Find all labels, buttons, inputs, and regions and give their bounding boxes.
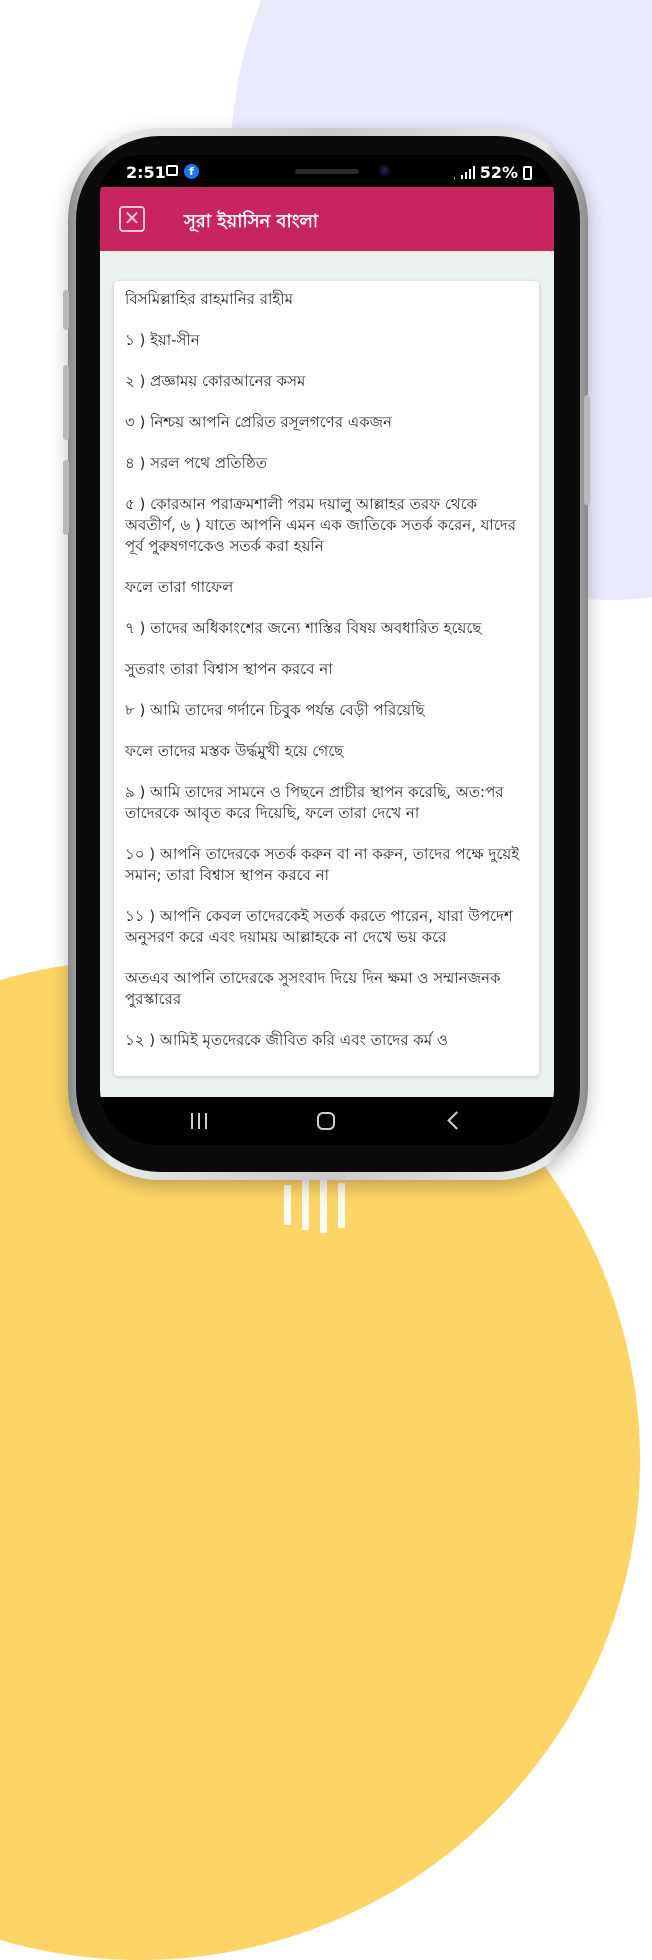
front-camera bbox=[379, 165, 390, 176]
content-area bbox=[100, 251, 554, 1097]
verse-list bbox=[125, 289, 530, 1071]
signal-icon bbox=[453, 166, 475, 180]
verse-card[interactable] bbox=[114, 281, 539, 1076]
gallery-icon bbox=[166, 165, 178, 176]
verse-paragraph: ৪ ) সরল পথে প্রতিষ্ঠিত bbox=[125, 454, 267, 472]
verse-paragraph: ১১ ) আপনি কেবল তাদেরকেই সতর্ক করতে পারেন, যারা উপদেশ অনুসরণ করে এবং দয়াময় আল্লাহকে না দেখে ভয় করে bbox=[125, 907, 513, 946]
verse-paragraph: বিসমিল্লাহির রাহমানির রাহীম bbox=[125, 290, 293, 308]
verse-paragraph: ৫ ) কোরআন পরাক্রমশালী পরম দয়ালু আল্লাহর তরফ থেকে অবতীর্ণ, ৬ ) যাতে আপনি এমন এক জাতিকে সতর্ক করেন, যাদের পূর্ব পুরুষগণকেও সতর্ক করা হয়নি bbox=[125, 495, 516, 555]
verse-paragraph: সুতরাং তারা বিশ্বাস স্থাপন করবে না bbox=[125, 660, 333, 678]
recent-apps-icon[interactable] bbox=[189, 1113, 209, 1129]
status-time: 2:51 bbox=[126, 163, 166, 182]
phone-side-button bbox=[63, 290, 69, 330]
facebook-icon: f bbox=[184, 164, 199, 179]
phone-volume-up bbox=[63, 365, 69, 440]
battery-percent: 52% bbox=[479, 163, 518, 182]
verse-paragraph: ফলে তাদের মস্তক উর্দ্ধমুখী হয়ে গেছে bbox=[125, 742, 344, 760]
verse-paragraph: ৭ ) তাদের অধিকাংশের জন্যে শাস্তির বিষয় অবধারিত হয়েছে bbox=[125, 619, 482, 637]
status-right bbox=[453, 163, 532, 182]
phone-screen bbox=[100, 155, 554, 1145]
close-icon[interactable]: ✕ bbox=[119, 206, 145, 232]
verse-paragraph: ১০ ) আপনি তাদেরকে সতর্ক করুন বা না করুন, তাদের পক্ষে দুয়েই সমান; তারা বিশ্বাস স্থাপন করবে না bbox=[125, 845, 520, 884]
verse-paragraph: ফলে তারা গাফেল bbox=[125, 578, 234, 596]
back-icon[interactable] bbox=[447, 1111, 465, 1129]
verse-paragraph: ১২ ) আমিই মৃতদেরকে জীবিত করি এবং তাদের কর্ম ও bbox=[125, 1031, 448, 1049]
verse-paragraph: অতএব আপনি তাদেরকে সুসংবাদ দিয়ে দিন ক্ষমা ও সম্মানজনক পুরস্কারের bbox=[125, 969, 501, 1008]
verse-paragraph: ২ ) প্রজ্ঞাময় কোরআনের কসম bbox=[125, 372, 306, 390]
navigation-bar bbox=[100, 1097, 554, 1145]
home-icon[interactable] bbox=[317, 1112, 335, 1130]
verse-paragraph: ৩ ) নিশ্চয় আপনি প্রেরিত রসূলগণের একজন bbox=[125, 413, 392, 431]
page-title: সূরা ইয়াসিন বাংলা bbox=[184, 211, 319, 232]
verse-paragraph: ১ ) ইয়া-সীন bbox=[125, 331, 200, 349]
speaker-grille bbox=[295, 169, 359, 174]
verse-paragraph: ৯ ) আমি তাদের সামনে ও পিছনে প্রাচীর স্থাপন করেছি, অত:পর তাদেরকে আবৃত করে দিয়েছি, ফলে তারা দেখে না bbox=[125, 783, 504, 822]
phone-power-button bbox=[584, 395, 590, 505]
phone-volume-down bbox=[63, 460, 69, 535]
app-bar bbox=[100, 187, 554, 251]
verse-paragraph: ৮ ) আমি তাদের গর্দানে চিবুক পর্যন্ত বেড়ী পরিয়েছি bbox=[125, 701, 425, 719]
battery-icon bbox=[523, 166, 532, 180]
